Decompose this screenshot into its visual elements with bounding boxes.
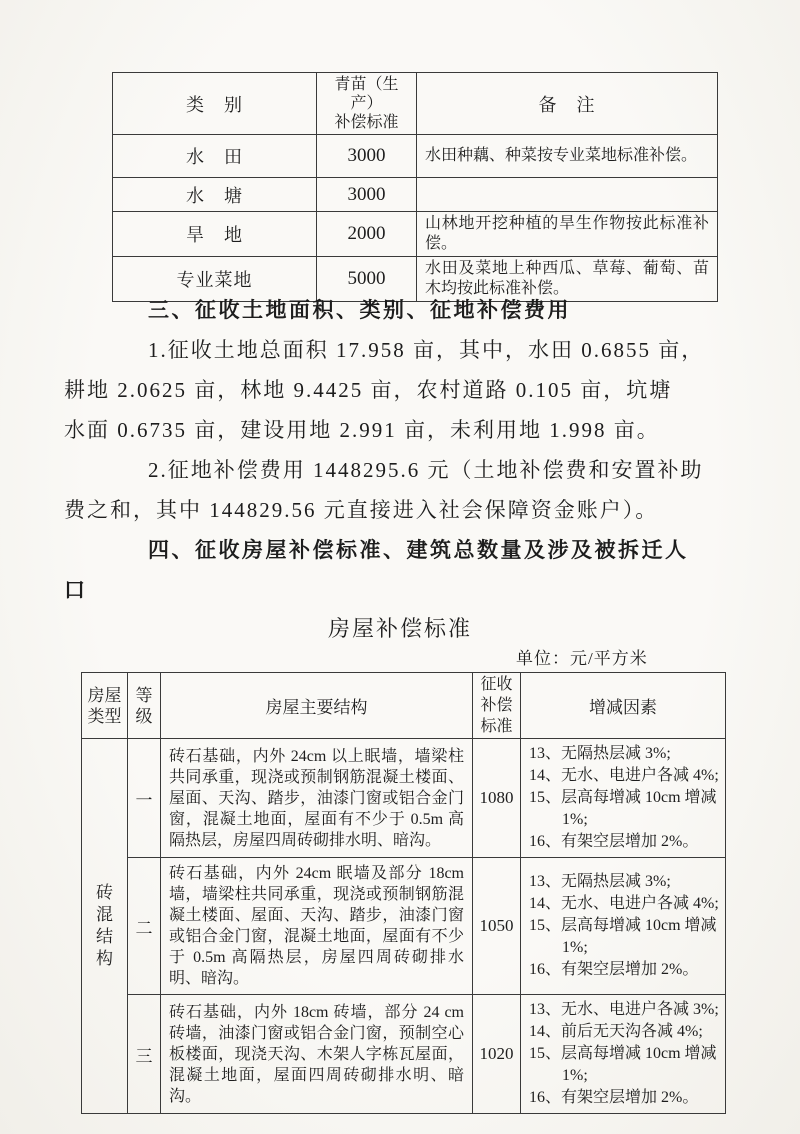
house-compensation-table xyxy=(81,672,725,1114)
factor-line: 13、无水、电进户各减 3%; xyxy=(529,1001,719,1018)
standard-cell: 1080 xyxy=(473,739,521,858)
factors-cell xyxy=(521,739,726,858)
grade-cell: 二 xyxy=(128,858,161,995)
house-table-row xyxy=(82,995,726,1114)
crop-category-cell: 专业菜地 xyxy=(113,257,317,302)
factor-line: 16、有架空层增加 2%。 xyxy=(529,833,699,850)
body-line: 1.征收土地总面积 17.958 亩，其中，水田 0.6855 亩， xyxy=(148,338,705,362)
crop-note-cell: 山林地开挖种植的旱生作物按此标准补偿。 xyxy=(417,212,718,257)
grade-cell: 三 xyxy=(128,995,161,1114)
crop-header-standard xyxy=(317,73,417,135)
house-header-standard xyxy=(473,673,521,739)
crop-table-header-row xyxy=(113,73,718,135)
crop-standard-cell: 2000 xyxy=(317,212,417,257)
house-header-standard-label: 征收补偿标准 xyxy=(480,676,513,735)
crop-table-row xyxy=(113,212,718,257)
house-header-grade xyxy=(128,673,161,739)
factor-line: 15、层高每增减 10cm 增减 1%; xyxy=(529,789,717,828)
house-header-type-label: 房屋类型 xyxy=(87,685,122,726)
house-type-label: 砖混结构 xyxy=(95,883,113,968)
factor-line: 14、无水、电进户各减 4%; xyxy=(529,895,719,912)
factors-cell xyxy=(521,995,726,1114)
grade-cell: 一 xyxy=(128,739,161,858)
body-line: 2.征地补偿费用 1448295.6 元（土地补偿费和安置补助 xyxy=(148,458,704,482)
crop-category-cell: 水 塘 xyxy=(113,178,317,212)
section-heading-4: 四、征收房屋补偿标准、建筑总数量及涉及被拆迁人 xyxy=(148,538,689,562)
factors-cell xyxy=(521,858,726,995)
house-table-row xyxy=(82,739,726,858)
standard-cell: 1020 xyxy=(473,995,521,1114)
house-header-grade-label: 等级 xyxy=(135,685,153,726)
house-table-header-row xyxy=(82,673,726,739)
structure-cell: 砖石基础，内外 18cm 砖墙，部分 24 cm 砖墙，油漆门窗或铝合金门窗，预制空心板楼面，现浇天沟、木架人字栋瓦屋面，混凝土地面，屋面四周砖砌排水明、暗沟。 xyxy=(161,995,473,1114)
crop-standard-cell: 3000 xyxy=(317,135,417,178)
house-header-factors: 增减因素 xyxy=(521,673,726,739)
crop-note-cell: 水田种藕、种菜按专业菜地标准补偿。 xyxy=(417,135,718,178)
crop-table-row xyxy=(113,135,718,178)
crop-header-standard-line1: 青苗（生产） xyxy=(334,76,399,112)
crop-category-cell: 水 田 xyxy=(113,135,317,178)
crop-standard-cell: 5000 xyxy=(317,257,417,302)
section-heading-3: 三、征收土地面积、类别、征地补偿费用 xyxy=(148,298,571,322)
house-header-type xyxy=(82,673,128,739)
house-type-cell xyxy=(82,739,128,1114)
crop-standard-cell: 3000 xyxy=(317,178,417,212)
factor-line: 13、无隔热层减 3%; xyxy=(529,745,671,762)
house-table-title: 房屋补偿标准 xyxy=(327,616,472,641)
crop-header-standard-line2: 补偿标准 xyxy=(334,114,399,131)
section-heading-4-wrap: 口 xyxy=(64,578,88,602)
factor-line: 15、层高每增减 10cm 增减 1%; xyxy=(529,917,717,956)
factor-line: 16、有架空层增加 2%。 xyxy=(529,1089,699,1106)
crop-note-cell xyxy=(417,178,718,212)
factor-line: 14、前后无天沟各减 4%; xyxy=(529,1023,703,1040)
structure-cell: 砖石基础，内外 24cm 眠墙及部分 18cm 墙，墙梁柱共同承重，现浇或预制钢筋混凝土楼面、屋面、天沟、踏步，油漆门窗或铝合金门窗，混凝土地面，屋面有不少于 0.5m 高隔热层，房屋四周砖砌排水明、暗沟。 xyxy=(161,858,473,995)
crop-header-note: 备 注 xyxy=(417,73,718,135)
factor-line: 15、层高每增减 10cm 增减 1%; xyxy=(529,1045,717,1084)
crop-category-cell: 旱 地 xyxy=(113,212,317,257)
crop-table-row xyxy=(113,178,718,212)
body-text-block xyxy=(64,290,738,610)
factor-line: 13、无隔热层减 3%; xyxy=(529,873,671,890)
crop-compensation-table xyxy=(112,72,717,302)
factor-line: 16、有架空层增加 2%。 xyxy=(529,961,699,978)
standard-cell: 1050 xyxy=(473,858,521,995)
structure-cell: 砖石基础，内外 24cm 以上眠墙，墙梁柱共同承重，现浇或预制钢筋混凝土楼面、屋面、天沟、踏步，油漆门窗或铝合金门窗，混凝土地面，屋面有不少于 0.5m 高隔热层，房屋四周砖砌排水明、暗沟。 xyxy=(161,739,473,858)
crop-note-cell: 水田及菜地上种西瓜、草莓、葡萄、苗木均按此标准补偿。 xyxy=(417,257,718,302)
body-line: 耕地 2.0625 亩，林地 9.4425 亩，农村道路 0.105 亩，坑塘 xyxy=(64,378,673,402)
house-table-row xyxy=(82,858,726,995)
unit-label: 单位：元/平方米 xyxy=(516,649,648,668)
house-header-structure: 房屋主要结构 xyxy=(161,673,473,739)
factor-line: 14、无水、电进户各减 4%; xyxy=(529,767,719,784)
body-line: 费之和，其中 144829.56 元直接进入社会保障资金账户）。 xyxy=(64,498,659,522)
crop-header-category: 类 别 xyxy=(113,73,317,135)
body-line: 水面 0.6735 亩，建设用地 2.991 亩，未利用地 1.998 亩。 xyxy=(64,418,660,442)
